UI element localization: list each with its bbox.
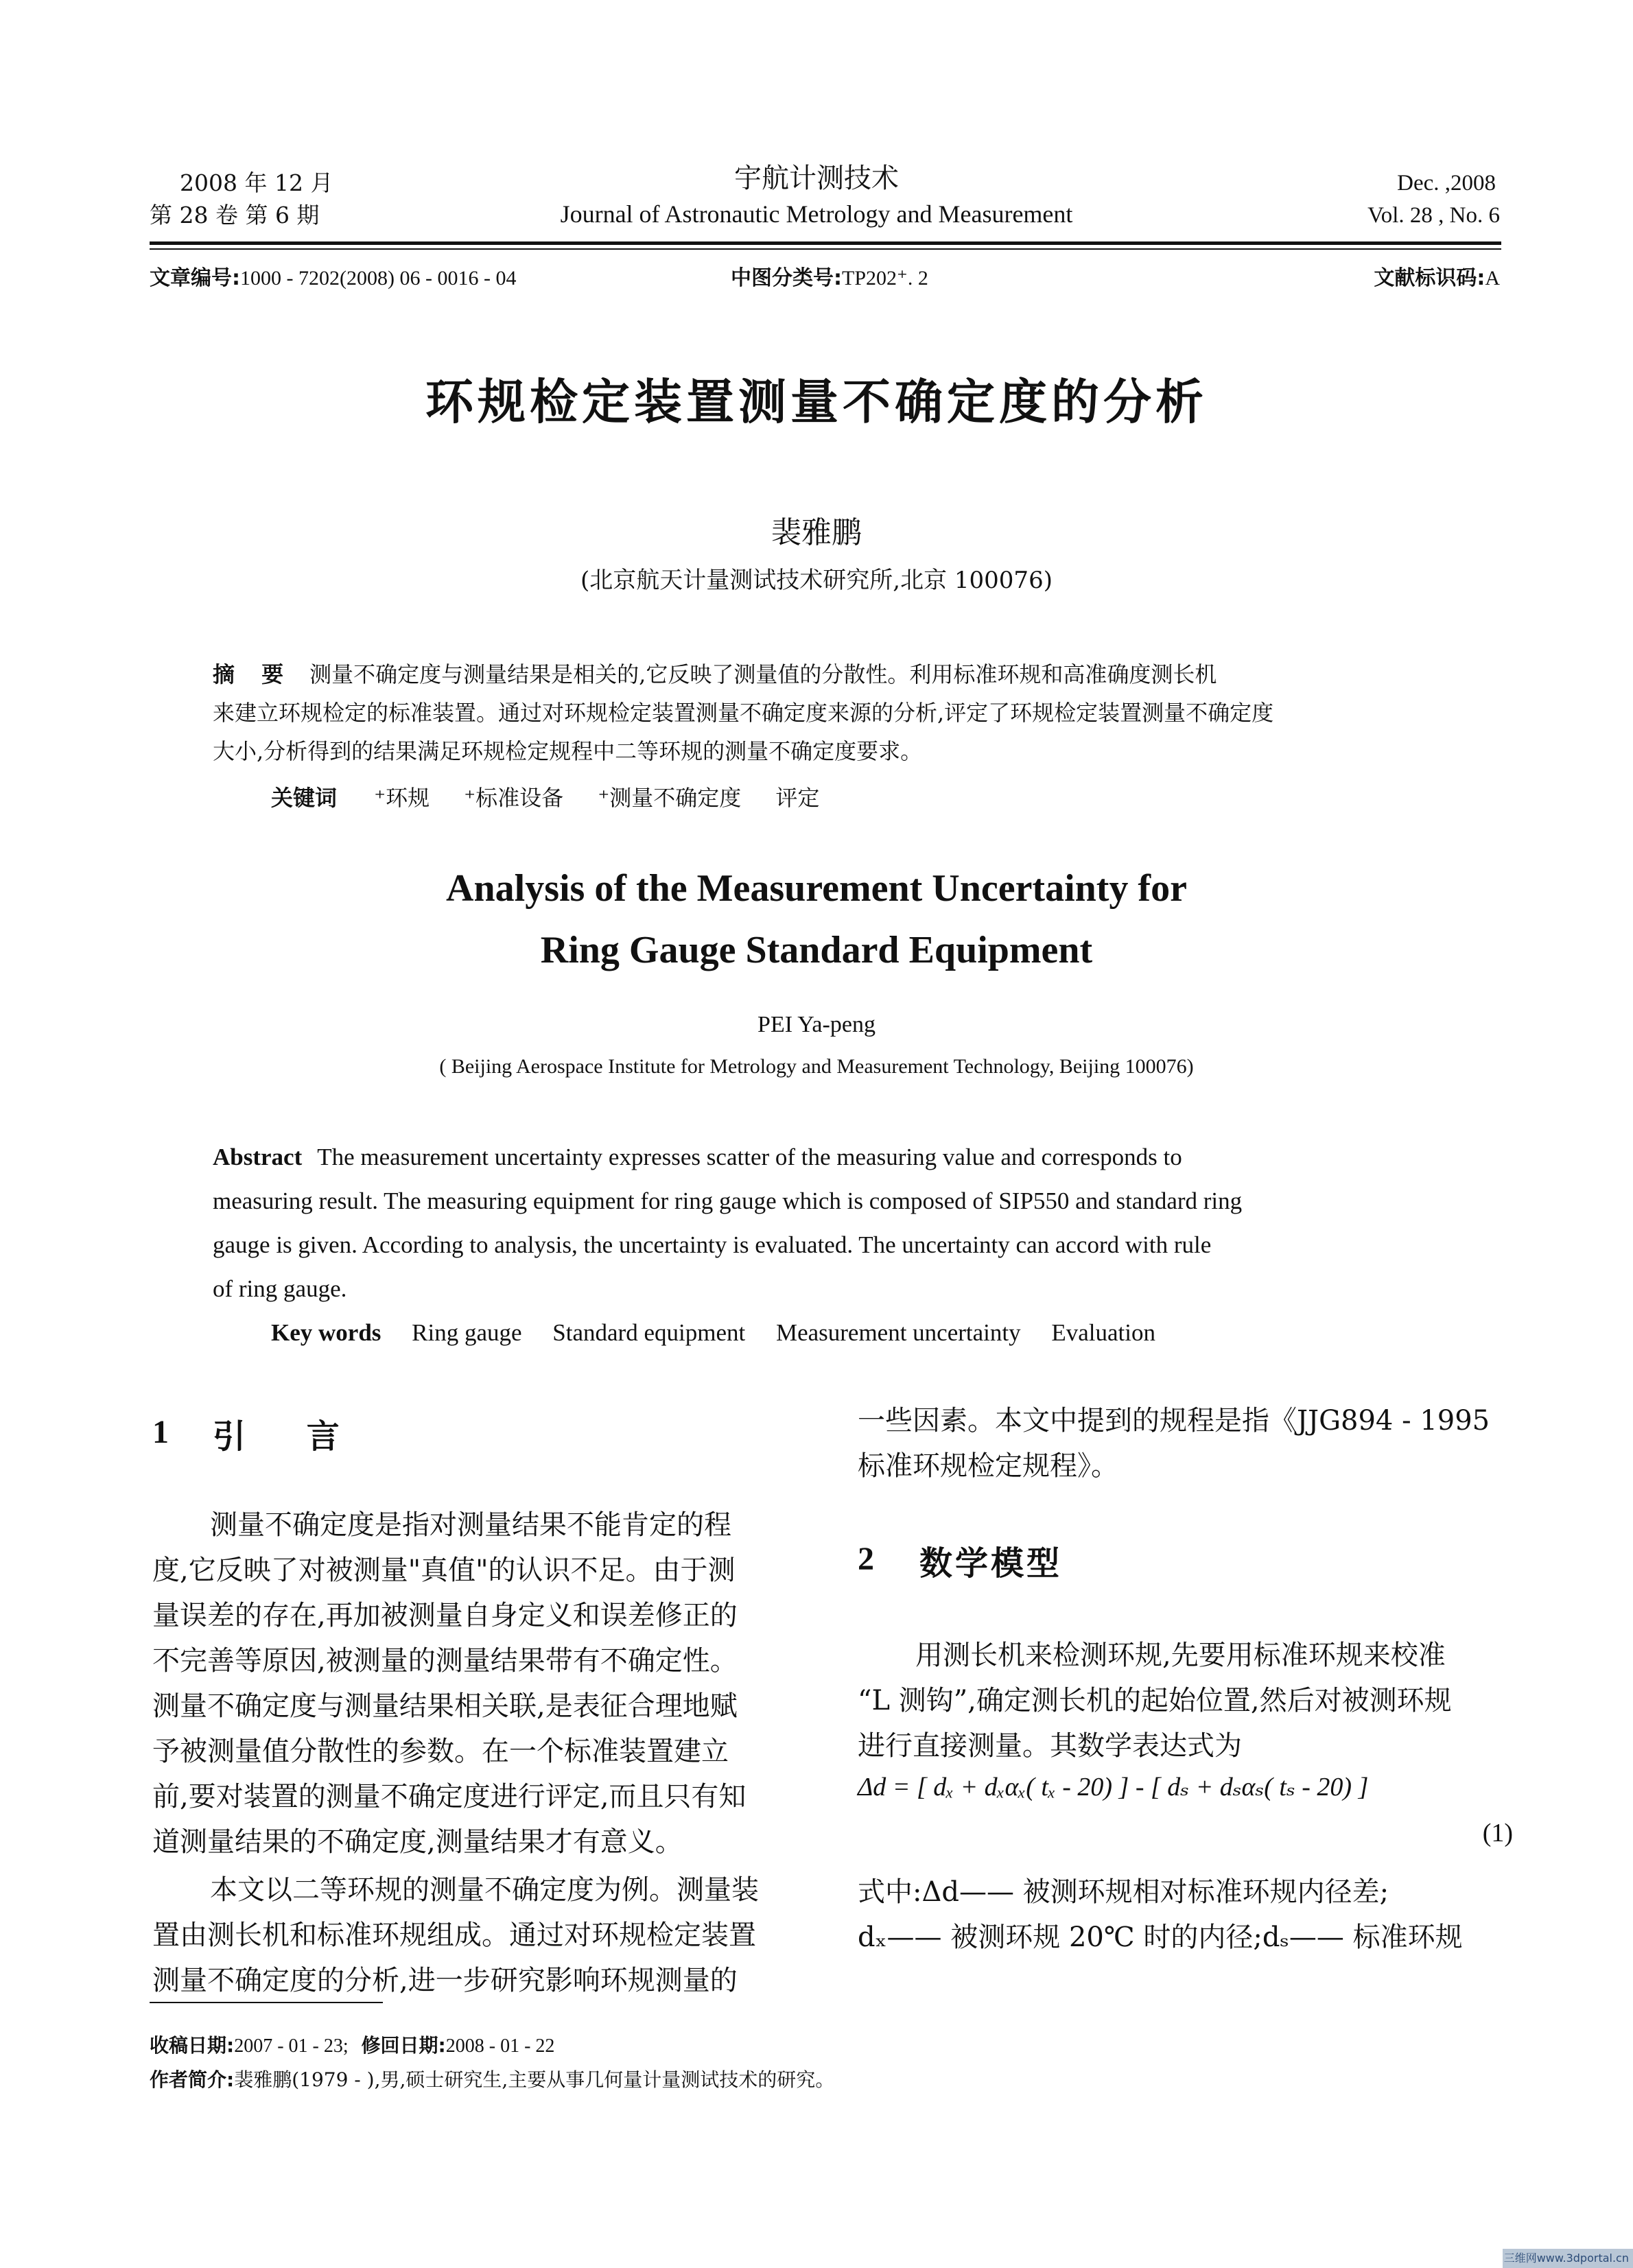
author-en: PEI Ya-peng	[757, 1012, 876, 1037]
paper-title-cn: 环规检定装置测量不确定度的分析	[425, 374, 1208, 430]
footnote-author: 作者简介:裴雅鹏(1979 - ),男,硕士研究生,主要从事几何量计量测试技术的研究。	[150, 2068, 835, 2091]
abstract-en: Abstract The measurement uncertainty expresses scatter of the measuring value and corresponds to	[213, 1144, 1182, 1170]
keyword-en: Evaluation	[1051, 1319, 1155, 1346]
header-rule	[150, 241, 1501, 245]
affiliation-en: ( Beijing Aerospace Institute for Metrology and Measurement Technology, Beijing 100076)	[439, 1055, 1194, 1078]
header-volume-en: Vol. 28 , No. 6	[1367, 203, 1500, 228]
keyword-cn: ⁺测量不确定度	[598, 785, 742, 811]
header-date-cn: 2008 年 12 月	[180, 169, 333, 196]
paper-title-en-line1: Analysis of the Measurement Uncertainty for	[446, 867, 1187, 910]
abstract-en-label: Abstract	[213, 1144, 303, 1170]
abstract-cn: 摘 要 测量不确定度与测量结果是相关的,它反映了测量值的分散性。利用标准环规和高准确度测长机	[213, 661, 1217, 687]
footnote-dates: 收稿日期:2007 - 01 - 23; 修回日期:2008 - 01 - 22	[150, 2034, 555, 2057]
header-volume-cn: 第 28 卷 第 6 期	[150, 202, 320, 228]
intro-continuation: 一些因素。本文中提到的规程是指《JJG894 - 1995 标准环规检定规程》。	[858, 1405, 1490, 1482]
watermark: 三维网www.3dportal.cn	[1503, 2249, 1633, 2268]
abstract-cn-label: 摘 要	[213, 661, 294, 687]
section-2-number: 2	[858, 1541, 874, 1577]
author-cn: 裴雅鹏	[771, 515, 862, 550]
journal-title-cn: 宇航计测技术	[734, 163, 899, 194]
keyword-en: Ring gauge	[412, 1319, 522, 1346]
abstract-cn-line2: 来建立环规检定的标准装置。通过对环规检定装置测量不确定度来源的分析,评定了环规检定装置测量不确定度	[213, 700, 1274, 726]
keyword-cn: ⁺环规	[374, 785, 430, 811]
document-code: 文献标识码:A	[1374, 266, 1500, 290]
equation-explanation: 式中:Δd—— 被测环规相对标准环规内径差; dₓ—— 被测环规 20℃ 时的内径;dₛ—— 标准环规	[858, 1876, 1463, 1953]
keyword-en: Measurement uncertainty	[775, 1319, 1021, 1346]
paper-title-en-line2: Ring Gauge Standard Equipment	[540, 929, 1093, 971]
keywords-en: Key words Ring gauge Standard equipment Measurement uncertainty Evaluation	[271, 1319, 1155, 1346]
abstract-en-line2: measuring result. The measuring equipment for ring gauge which is composed of SIP550 and standard ring	[213, 1188, 1243, 1214]
equation-1: Δd = [ dₓ + dₓαₓ( tₓ - 20) ] - [ dₛ + dₛαₛ( tₛ - 20) ]	[858, 1773, 1369, 1802]
abstract-cn-line3: 大小,分析得到的结果满足环规检定规程中二等环规的测量不确定度要求。	[213, 738, 923, 764]
article-number: 文章编号:1000 - 7202(2008) 06 - 0016 - 04	[150, 266, 517, 290]
journal-title-en: Journal of Astronautic Metrology and Measurement	[560, 200, 1073, 228]
keyword-en: Standard equipment	[552, 1319, 746, 1346]
equation-number: (1)	[1482, 1819, 1513, 1847]
affiliation-cn: (北京航天计量测试技术研究所,北京 100076)	[580, 567, 1053, 594]
header-rule-thin	[150, 248, 1501, 250]
keywords-cn: 关键词 ⁺环规 ⁺标准设备 ⁺测量不确定度 评定	[271, 785, 820, 811]
model-paragraph: 用测长机来检测环规,先要用标准环规来校准 “L 测钩”,确定测长机的起始位置,然后对被测环规 进行直接测量。其数学表达式为	[858, 1640, 1452, 1762]
keyword-cn: ⁺标准设备	[464, 785, 564, 811]
header-date-en: Dec. ,2008	[1397, 171, 1496, 196]
footnote-rule	[150, 2002, 383, 2003]
abstract-en-line4: of ring gauge.	[213, 1275, 347, 1302]
section-2-title: 数学模型	[919, 1544, 1063, 1583]
abstract-en-line3: gauge is given. According to analysis, the uncertainty is evaluated. The uncertainty can accord with rule	[213, 1231, 1212, 1258]
clc-number: 中图分类号:TP202⁺. 2	[731, 266, 928, 290]
section-1-number: 1	[152, 1414, 169, 1450]
intro-paragraph-2: 本文以二等环规的测量不确定度为例。测量装 置由测长机和标准环规组成。通过对环规检定装置 测量不确定度的分析,进一步研究影响环规测量的	[152, 1874, 759, 1996]
intro-paragraph-1: 测量不确定度是指对测量结果不能肯定的程 度,它反映了对被测量"真值"的认识不足。由于测 量误差的存在,再加被测量自身定义和误差修正的 不完善等原因,被测量的测量结果带有不确定性。 测量不确定度与测量结果相关联,是表征合理地赋 予被测量值分散性的参数。在一个标准装置建立 前,要对装置的测量不确定度进行评定,而且只有知 道测量结果的不确定度,测量结果才有意义。	[152, 1509, 747, 1858]
section-1-title: 引 言	[213, 1417, 364, 1456]
keyword-cn: 评定	[775, 785, 820, 811]
